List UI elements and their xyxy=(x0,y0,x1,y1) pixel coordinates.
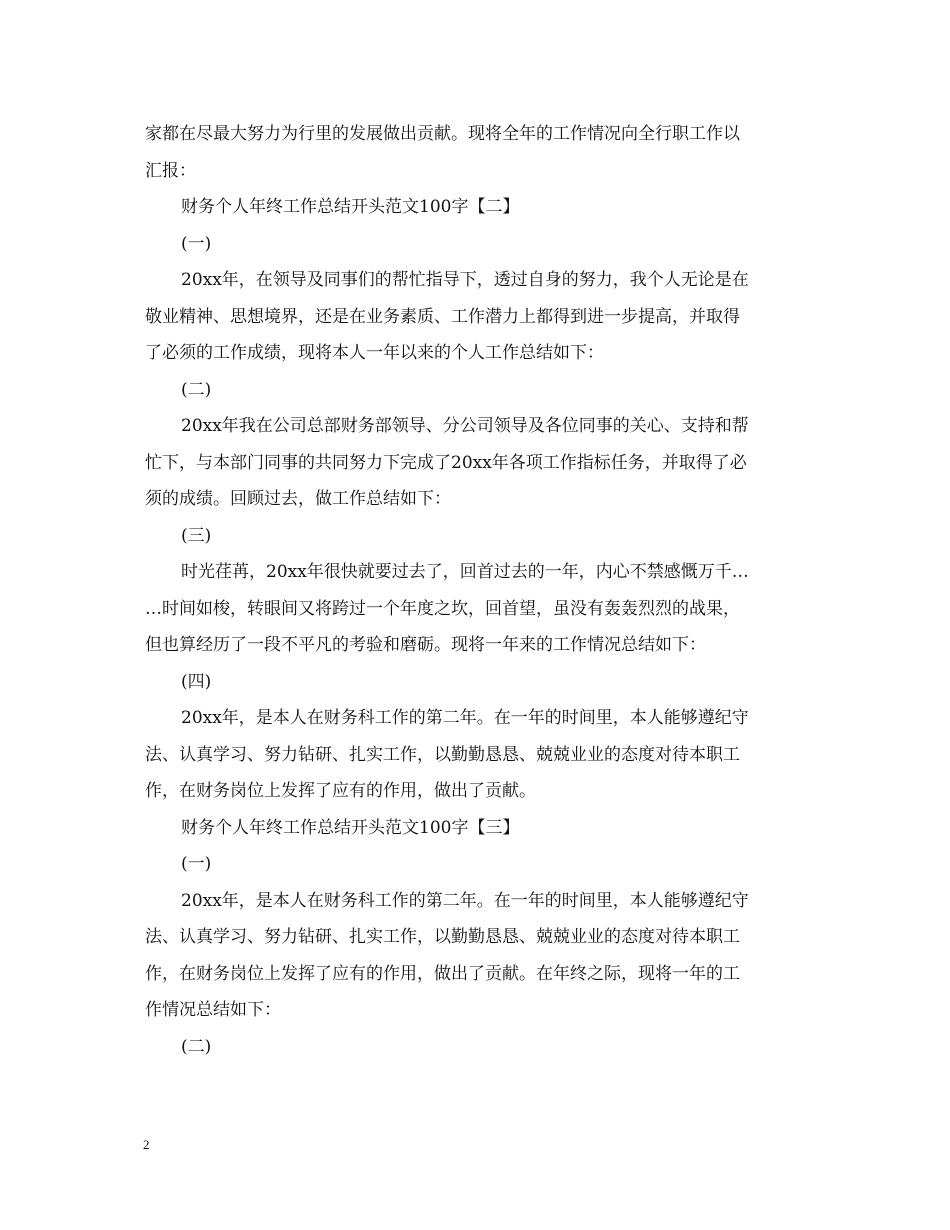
text-line: 20xx年我在公司总部财务部领导、分公司领导及各位同事的关心、支持和帮 xyxy=(181,416,749,436)
text-line: 法、认真学习、努力钻研、扎实工作，以勤勤恳恳、兢兢业业的态度对待本职工 xyxy=(145,927,740,947)
text-line: (一) xyxy=(181,233,212,254)
text-line: (四) xyxy=(181,671,212,692)
text-line: 法、认真学习、努力钻研、扎实工作，以勤勤恳恳、兢兢业业的态度对待本职工 xyxy=(145,744,740,765)
text-line: 家都在尽最大努力为行里的发展做出贡献。现将全年的工作情况向全行职工作以 xyxy=(145,124,740,144)
text-line: 了必须的工作成绩，现将本人一年以来的个人工作总结如下： xyxy=(145,343,604,363)
body-text xyxy=(145,116,805,1065)
text-line: 20xx年，是本人在财务科工作的第二年。在一年的时间里，本人能够遵纪守 xyxy=(181,708,749,728)
text-line: 20xx年，是本人在财务科工作的第二年。在一年的时间里，本人能够遵纪守 xyxy=(181,890,749,911)
text-line: 财务个人年终工作总结开头范文100字【三】 xyxy=(181,817,520,838)
text-line: 忙下，与本部门同事的共同努力下完成了20xx年各项工作指标任务，并取得了必 xyxy=(145,452,747,473)
text-line: (二) xyxy=(181,379,212,400)
text-line: 但也算经历了一段不平凡的考验和磨砺。现将一年来的工作情况总结如下： xyxy=(145,635,706,655)
text-line: 须的成绩。回顾过去，做工作总结如下： xyxy=(145,489,451,509)
text-line: 财务个人年终工作总结开头范文100字【二】 xyxy=(181,197,520,217)
text-line: (一) xyxy=(181,854,212,874)
text-line: 敬业精神、思想境界，还是在业务素质、工作潜力上都得到进一步提高，并取得 xyxy=(145,306,740,327)
text-line: 作，在财务岗位上发挥了应有的作用，做出了贡献。 xyxy=(145,781,536,801)
page-number: 2 xyxy=(143,1137,150,1152)
text-line: (二) xyxy=(181,1036,212,1057)
text-line: 20xx年，在领导及同事们的帮忙指导下，透过自身的努力，我个人无论是在 xyxy=(181,270,749,290)
text-line: (三) xyxy=(181,525,212,546)
text-line: 时光荏苒，20xx年很快就要过去了，回首过去的一年，内心不禁感慨万千… xyxy=(181,562,749,582)
text-line: 作情况总结如下： xyxy=(145,1000,281,1020)
text-line: …时间如梭，转眼间又将跨过一个年度之坎，回首望，虽没有轰轰烈烈的战果， xyxy=(145,598,740,619)
text-line: 汇报： xyxy=(145,160,196,181)
text-line: 作，在财务岗位上发挥了应有的作用，做出了贡献。在年终之际，现将一年的工 xyxy=(145,963,740,984)
